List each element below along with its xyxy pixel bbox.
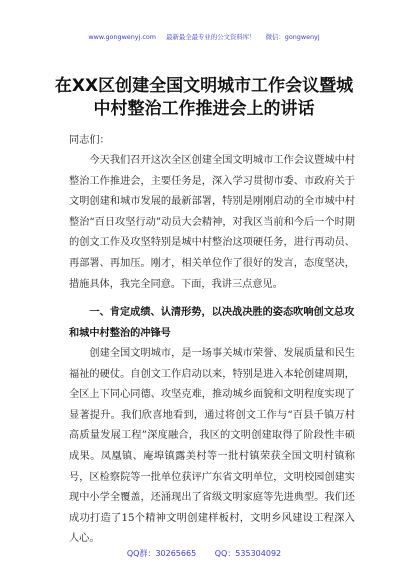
header-banner	[0, 32, 408, 41]
section-heading-1: 一、肯定成绩、认清形势，以决战决胜的姿态吹响创文总攻和城中村整治的冲锋号	[69, 307, 355, 339]
website-link[interactable]: www.gongwenyj.com	[88, 33, 157, 41]
paragraph-2: 创建全国文明城市，是一场事关城市荣誉、发展质量和民生福祉的硬仗。自创文工作启动以来，特别是进入本轮创建周期，全区上下同心同德、攻坚克难，推动城乡面貌和文明程度实现了显著提升。我们欣喜地看到，通过将创文工作与“百县千镇万村高质量发展工程”深度融合，我区的文明创建取得了阶段性丰硕成果。凤凰镇、庵埠镇露美村等一批村镇荣获全国文明村镇称号，区检察院等一批单位获评广东省文明单位，文明校园创建实现中小学全覆盖，还涌现出了省级文明家庭等先进典型。我们还成功打造了15个精神文明创建样板村，文明乡风建设工程深入人心。	[69, 348, 355, 545]
document-title-line-2: 中村整治工作推进会上的讲话	[93, 99, 315, 119]
paragraph-1: 今天我们召开这次全区创建全国文明城市工作会议暨城中村整治工作推进会，主要任务是，深入学习贯彻市委、市政府关于文明创建和城市发展的最新部署，特别是刚刚启动的全市城中村整治“百日攻坚行动”动员大会精神，对我区当前和今后一个时期的创文工作及攻坚特别是城中村整治这项硬任务，进行再动员、再部署、再加压。刚才，相关单位作了很好的发言，态度坚决，措施具体，我完全同意。下面，我讲三点意见。	[69, 155, 355, 290]
header-wechat: 微信：gongwenyj	[265, 33, 320, 41]
footer-contact	[0, 548, 408, 559]
footer-qq: QQ：535304092	[214, 549, 282, 558]
header-slogan: 最新最全最专业的公文资料库！	[166, 33, 256, 41]
salutation: 同志们：	[69, 135, 110, 146]
document-title-line-1: 在XX区创建全国文明城市工作会议暨城	[54, 76, 354, 96]
footer-qq-group: QQ群：30265665	[126, 549, 197, 558]
